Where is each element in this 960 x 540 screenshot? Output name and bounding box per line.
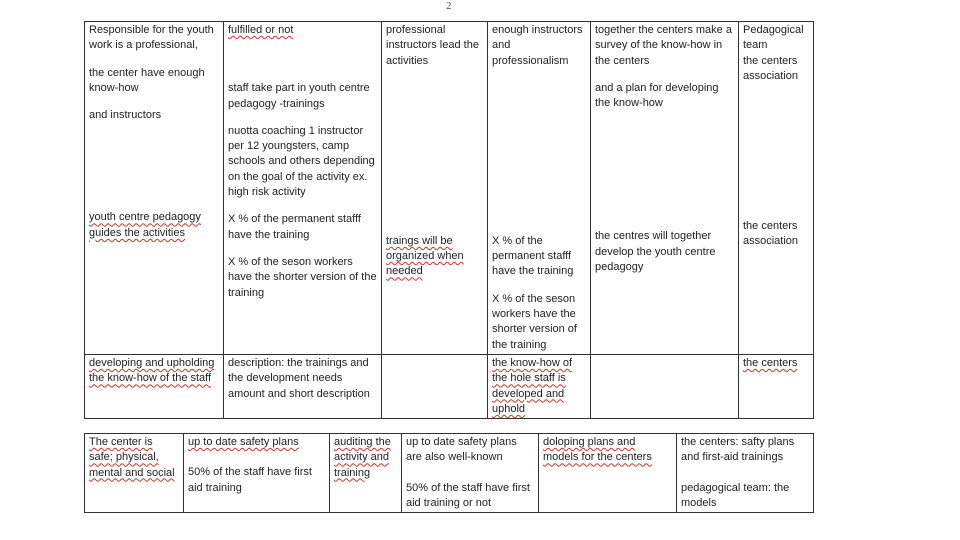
table-cell (591, 22, 739, 355)
cell-text: pedagogical team: the models (681, 481, 790, 509)
cell-text: the center have enough know-how (89, 66, 205, 94)
table-cell (184, 434, 330, 513)
cell-text: traings will be organized when needed (386, 234, 464, 278)
table-cell (677, 434, 814, 513)
cell-text: Pedagogical team (743, 24, 804, 52)
cell-text: description: the trainings and the development needs amount and short description (228, 356, 370, 400)
cell-text: together the centers make a survey of the know-how in the centers (595, 24, 732, 67)
table-cell (539, 434, 677, 513)
table-cell (224, 354, 382, 418)
cell-text: doloping plans and models for the centers (543, 436, 652, 464)
page-number: 2 (446, 0, 452, 12)
cell-text: X % of the permanent stafff have the training (228, 213, 361, 241)
cell-text: up to date safety plans are also well-known (406, 436, 517, 464)
table-cell (224, 22, 382, 355)
cell-text: and a plan for developing the know-how (595, 81, 719, 110)
cell-text: The center is safe; physical, mental and social (89, 436, 175, 479)
table-cell (85, 434, 184, 513)
cell-text: the centres will together develop the youth centre pedagogy (595, 230, 716, 274)
cell-text: X % of the permanent stafff have the training (492, 234, 574, 278)
table-cell (85, 354, 224, 418)
cell-text: the centers association (743, 220, 799, 248)
cell-text: enough instructors and professionalism (492, 24, 583, 67)
table-cell (382, 354, 488, 418)
table-cell (739, 22, 814, 355)
table-cell (85, 22, 224, 355)
table-cell (402, 434, 539, 513)
table-cell (591, 354, 739, 418)
cell-text: the centers association (743, 54, 799, 82)
cell-text: X % of the seson workers have the shorter version of the training (492, 292, 577, 351)
cell-text: X % of the seson workers have the shorter version of the training (228, 255, 377, 299)
cell-text: the centers (743, 356, 798, 369)
cell-text: Responsible for the youth work is a professional, (89, 24, 214, 52)
cell-text: professional instructors lead the activities (386, 24, 479, 67)
cell-text: fulfilled or not (228, 24, 294, 36)
cell-text: nuotta coaching 1 instructor per 12 youngsters, camp schools and others depending on the goal of the activity ex. high risk activity (228, 124, 375, 199)
plan-table-lower (84, 433, 814, 513)
table-cell (488, 22, 591, 355)
cell-text: up to date safety plans (188, 436, 299, 448)
cell-text: 50% of the staff have first aid training (188, 466, 312, 494)
table-cell (330, 434, 402, 513)
cell-text: developing and upholding the know-how of the staff (89, 356, 215, 385)
table-cell (739, 354, 814, 418)
table-cell (382, 22, 488, 355)
table-row (85, 354, 814, 418)
cell-text: auditing the activity and training (334, 436, 391, 479)
cell-text: 50% of the staff have first aid training or not (406, 481, 530, 509)
cell-text: the centers: safty plans and first-aid trainings (681, 436, 795, 464)
table-row (85, 434, 814, 513)
table-cell (488, 354, 591, 418)
table-row (85, 22, 814, 355)
cell-text: and instructors (89, 109, 162, 122)
cell-text: the know-how of the hole staff is developed and uphold (492, 356, 573, 415)
cell-text: youth centre pedagogy guides the activities (89, 211, 201, 239)
plan-table-upper (84, 21, 814, 419)
cell-text: staff take part in youth centre pedagogy -trainings (228, 82, 370, 110)
